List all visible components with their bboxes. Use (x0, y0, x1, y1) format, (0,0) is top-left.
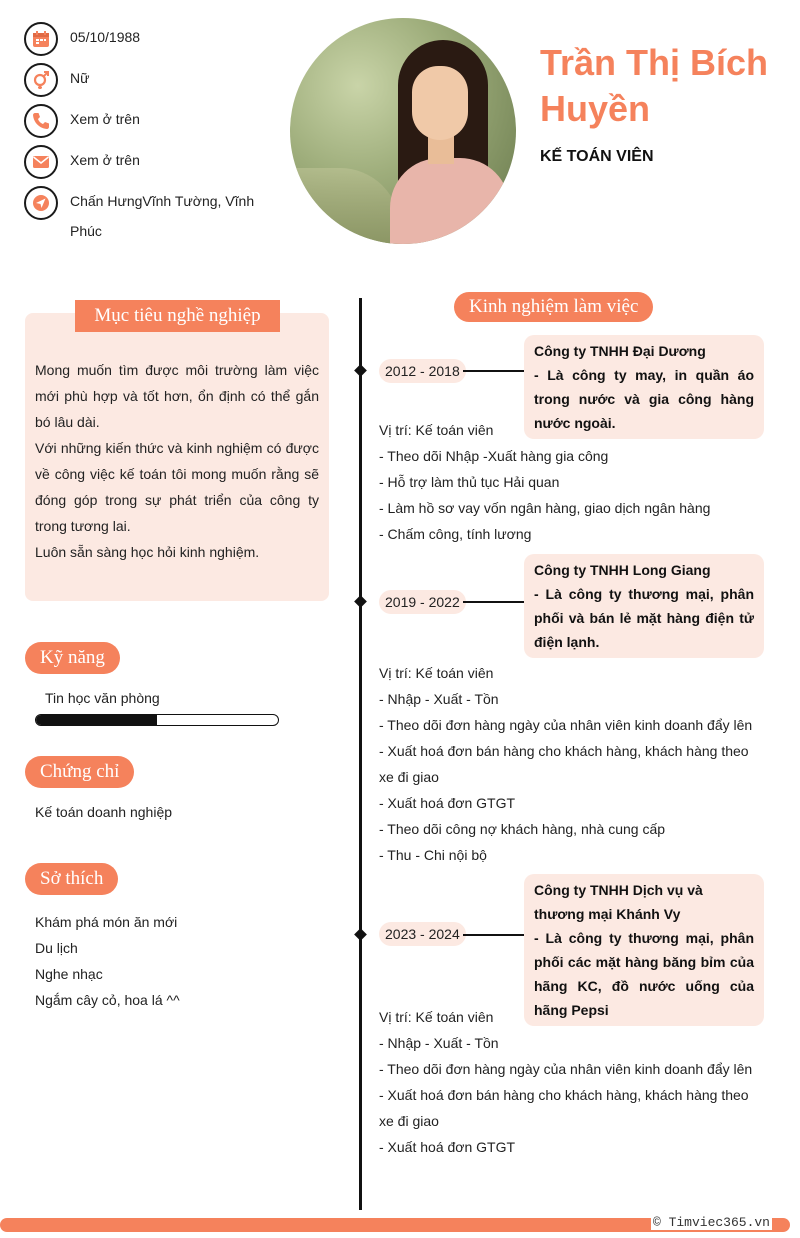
contact-dob (24, 22, 260, 56)
gender-icon (24, 63, 58, 97)
hobby-list (35, 909, 180, 1013)
duty-item: - Xuất hoá đơn GTGT (379, 795, 516, 811)
duty-item: - Xuất hoá đơn bán hàng cho khách hàng, khách hàng theo xe đi giao (379, 743, 749, 785)
skill-progress-bar (35, 714, 279, 726)
objective-paragraph: Với những kiến thức và kinh nghiệm có được về công việc kế toán tôi mong muốn rằng sẽ đóng góp trong sự phát triển của công ty trong tương lai. (35, 440, 319, 534)
duty-item: - Hỗ trợ làm thủ tục Hải quan (379, 474, 560, 490)
gender-text: Nữ (70, 70, 90, 86)
timeline-marker (354, 928, 367, 941)
address-text: Chấn HưngVĩnh Tường, Vĩnh Phúc (70, 193, 255, 239)
job-period: 2012 - 2018 (379, 359, 466, 383)
company-name: Công ty TNHH Đại Dương (534, 343, 706, 359)
phone-icon (24, 104, 58, 138)
hobby-item: Khám phá món ăn mới (35, 914, 178, 930)
hobbies-heading: Sở thích (25, 863, 118, 895)
job-title: KẾ TOÁN VIÊN (540, 148, 654, 165)
timeline-marker (354, 364, 367, 377)
hobby-item: Nghe nhạc (35, 966, 103, 982)
certificates-heading: Chứng chỉ (25, 756, 134, 788)
job-duties (379, 417, 765, 547)
objective-paragraph: Luôn sẵn sàng học hỏi kinh nghiệm. (35, 544, 260, 560)
job-period: 2023 - 2024 (379, 922, 466, 946)
duty-item: - Theo dõi Nhập -Xuất hàng gia công (379, 448, 609, 464)
timeline-marker (354, 595, 367, 608)
hobby-item: Du lịch (35, 940, 78, 956)
duty-item: - Thu - Chi nội bộ (379, 847, 487, 863)
timeline-connector (463, 370, 525, 372)
email-icon (24, 145, 58, 179)
objective-heading: Mục tiêu nghề nghiệp (75, 300, 280, 332)
duty-item: - Chấm công, tính lương (379, 526, 532, 542)
skill-progress-fill (36, 715, 157, 725)
duty-item: - Theo dõi đơn hàng ngày của nhân viên kinh doanh đẩy lên (379, 717, 753, 733)
duty-item: Vị trí: Kế toán viên (379, 422, 494, 438)
contact-phone (24, 104, 260, 138)
timeline-connector (463, 934, 525, 936)
duty-item: - Nhập - Xuất - Tồn (379, 1035, 499, 1051)
candidate-name: Trần Thị Bích Huyền (540, 42, 769, 129)
company-name: Công ty TNHH Long Giang (534, 562, 711, 578)
company-card (524, 554, 764, 658)
contact-address (24, 186, 260, 246)
skill-name: Tin học văn phòng (45, 690, 160, 706)
company-name: Công ty TNHH Dịch vụ và thương mại Khánh Vy (534, 882, 703, 922)
duty-item: Vị trí: Kế toán viên (379, 1009, 494, 1025)
location-icon (24, 186, 58, 220)
duty-item: - Xuất hoá đơn GTGT (379, 1139, 516, 1155)
email-text: Xem ở trên (70, 152, 140, 168)
hobby-item: Ngắm cây cỏ, hoa lá ^^ (35, 992, 180, 1008)
skills-heading: Kỹ năng (25, 642, 120, 674)
objective-text (35, 357, 319, 565)
calendar-icon (24, 22, 58, 56)
job-duties (379, 1004, 765, 1160)
duty-item: Vị trí: Kế toán viên (379, 665, 494, 681)
footer-watermark: © Timviec365.vn (652, 1215, 770, 1230)
dob-text: 05/10/1988 (70, 29, 141, 45)
contact-email (24, 145, 260, 179)
duty-item: - Theo dõi công nợ khách hàng, nhà cung cấp (379, 821, 666, 837)
job-duties (379, 660, 765, 868)
objective-paragraph: Mong muốn tìm được môi trường làm việc mới phù hợp và tốt hơn, ổn định có thể gắn bó lâu dài. (35, 362, 319, 430)
phone-text: Xem ở trên (70, 111, 140, 127)
job-period: 2019 - 2022 (379, 590, 466, 614)
timeline-connector (463, 601, 525, 603)
company-description: - Là công ty may, in quần áo trong nước và gia công hàng nước ngoài. (534, 367, 754, 431)
duty-item: - Nhập - Xuất - Tồn (379, 691, 499, 707)
contact-gender (24, 63, 260, 97)
duty-item: - Theo dõi đơn hàng ngày của nhân viên kinh doanh đẩy lên (379, 1061, 753, 1077)
avatar (290, 18, 516, 244)
company-description: - Là công ty thương mại, phân phối và bán lẻ mặt hàng điện tử điện lạnh. (534, 586, 754, 650)
duty-item: - Xuất hoá đơn bán hàng cho khách hàng, khách hàng theo xe đi giao (379, 1087, 749, 1129)
experience-heading: Kinh nghiệm làm việc (454, 292, 653, 322)
certificate-item: Kế toán doanh nghiệp (35, 804, 173, 820)
duty-item: - Làm hồ sơ vay vốn ngân hàng, giao dịch ngân hàng (379, 500, 711, 516)
timeline-line (359, 298, 362, 1210)
company-description: - Là công ty thương mại, phân phối các mặt hàng băng bỉm của hãng KC, đồ nước uống của hãng Pepsi (534, 930, 754, 1018)
